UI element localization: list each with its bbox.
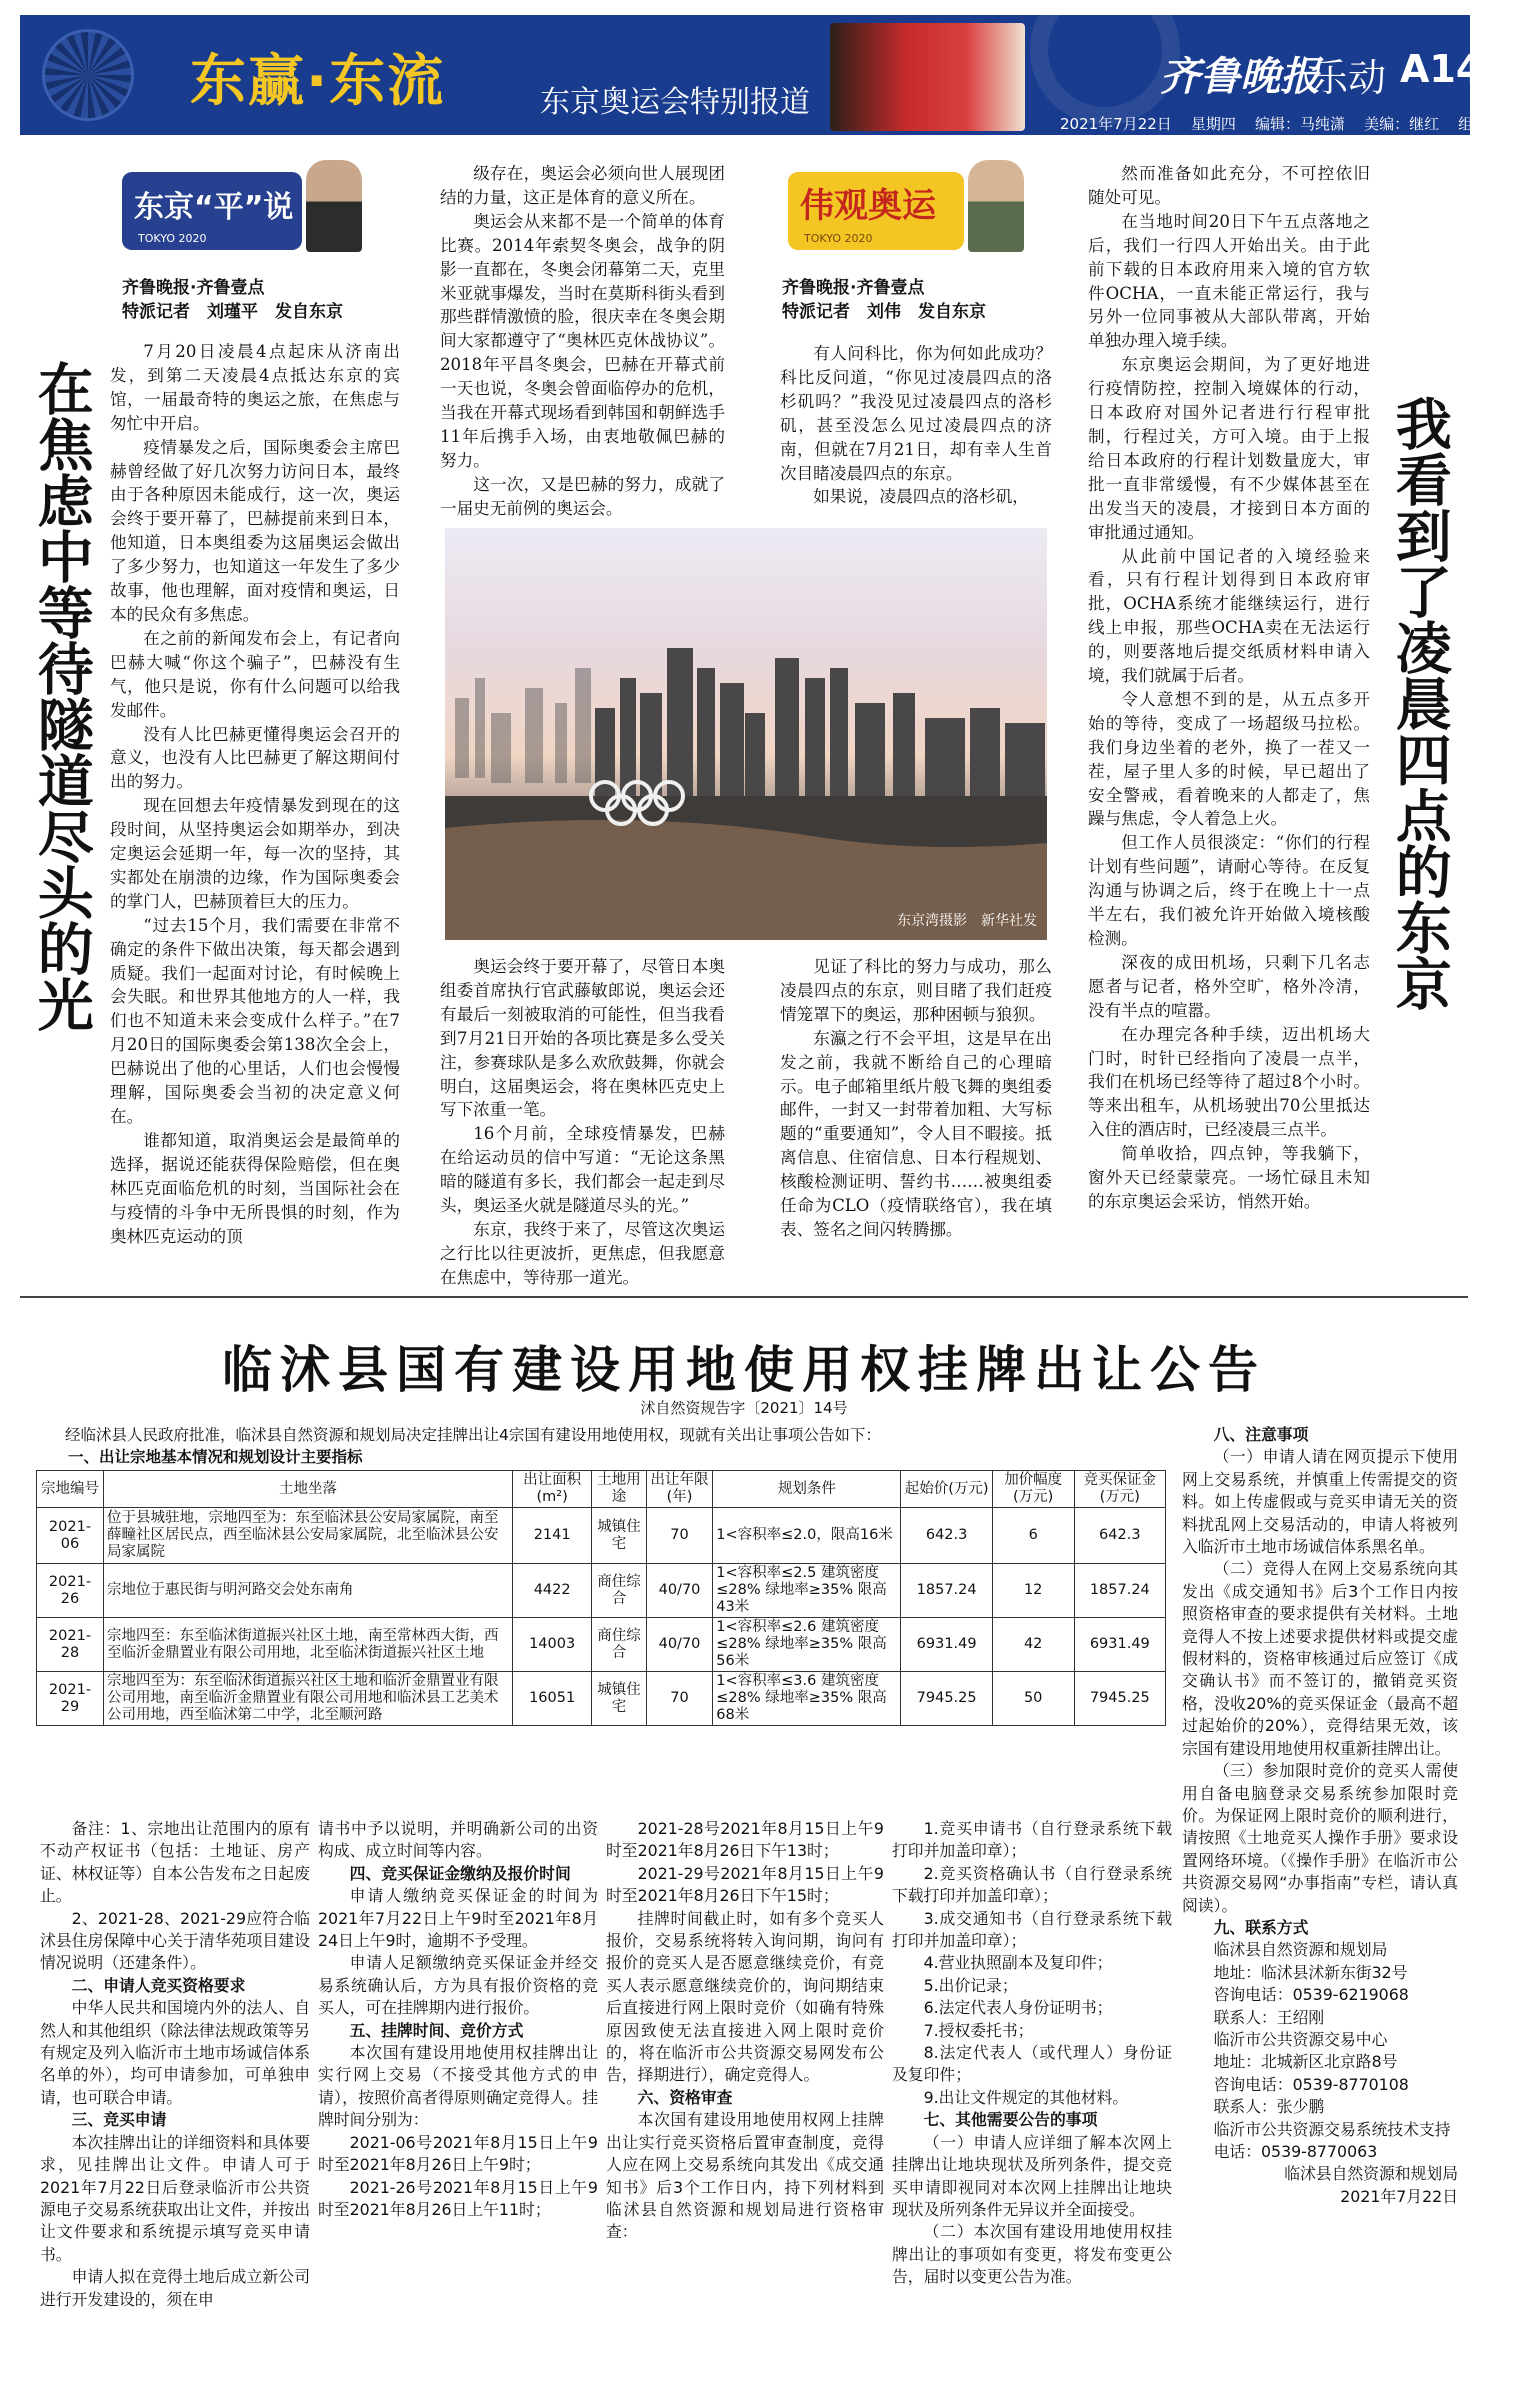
byline-reporter: 特派记者 刘瑾平 发自东京 [122,302,343,322]
table-cell: 642.3 [901,1508,992,1564]
section-heading: 四、竞买保证金缴纳及报价时间 [349,1863,571,1883]
paragraph: 申请人足额缴纳竞买保证金并经交易系统确认后，方为具有报价资格的竞买人，可在挂牌期内进行报价。 [318,1953,598,2018]
table-cell: 2141 [513,1508,592,1564]
table-cell: 50 [992,1672,1074,1726]
table-cell: 城镇住宅 [592,1508,647,1564]
paragraph: 备注：1、宗地出让范围内的原有不动产权证书（包括：土地证、房产证、林权证等）自本公告发布之日起废止。 [40,1819,310,1906]
table-header-cell: 竞买保证金(万元) [1074,1471,1165,1508]
paragraph: 疫情暴发之后，国际奥委会主席巴赫曾经做了好几次努力访问日本，最终由于各种原因未能成行，这一次，奥运会终于要开幕了，巴赫提前来到日本，他知道，日本奥组委为这届奥运会做出了多少努力，也知道这一年发生了多少故事，他也理解，面对疫情和奥运，日本的民众有多焦虑。 [110,437,400,624]
masthead-banner [20,15,1533,135]
paragraph: 级存在，奥运会必须向世人展现团结的力量，这正是体育的意义所在。 [440,164,725,207]
notice-col-1 [40,1818,310,2378]
table-cell: 2021-29 [37,1672,104,1726]
paragraph: 深夜的成田机场，只剩下几名志愿者与记者，格外空旷，格外冷清，没有半点的喧嚣。 [1088,952,1370,1020]
table-row [37,1672,1166,1726]
paragraph: 谁都知道，取消奥运会是最简单的选择，据说还能获得保险赔偿，但在奥林匹克面临危机的时刻，当国际社会在与疫情的斗争中无所畏惧的时刻，作为奥林匹克运动的顶 [110,1130,400,1246]
issue-weekday: 星期四 [1190,115,1236,133]
table-cell: 12 [992,1564,1074,1618]
section-heading: 三、竞买申请 [71,2110,167,2130]
proofreader: 组版：洛菁 [1458,115,1533,133]
paper-name: 齐鲁晚报 [1160,53,1320,100]
byline-reporter: 特派记者 刘伟 发自东京 [782,302,986,322]
issue-date: 2021年7月22日 [1060,115,1172,133]
page-number: A14 [1400,47,1483,91]
table-cell: 42 [992,1618,1074,1672]
page-section: 乐动 [1310,56,1387,100]
headline-left: 在焦虑中等待隧道尽头的光 [28,360,95,1032]
table-cell: 6 [992,1508,1074,1564]
table-cell: 7945.25 [1074,1672,1165,1726]
table-cell: 1857.24 [901,1564,992,1618]
land-table [36,1470,1166,1726]
table-cell: 6931.49 [1074,1618,1165,1672]
table-cell: 宗地四至：东至临沭街道振兴社区土地，南至常林西大街，西至临沂金鼎置业有限公司用地，北至临沭街道振兴社区土地 [104,1618,513,1672]
tokyo-emblem-icon [42,29,134,121]
notice-col-4 [892,1818,1172,2378]
column-badge-left [122,172,302,250]
table-cell: 1<容积率≤3.6 建筑密度≤28% 绿地率≥35% 限高68米 [713,1672,901,1726]
paragraph: 临沂市公共资源交易中心 [1213,2029,1388,2049]
paragraph: “过去15个月，我们需要在非常不确定的条件下做出决策，每天都会遇到质疑。我们一起面对讨论，有时候晚上会失眠。和世界其他地方的人一样，我们也不知道未来会变成什么样子。”在7月20日的国际奥委会第138次全会上，巴赫说出了他的心里话，人们也会慢慢理解，国际奥委会当初的决定意义何在。 [110,915,400,1126]
paragraph: 没有人比巴赫更懂得奥运会召开的意义，也没有人比巴赫更了解这期间付出的努力。 [110,724,400,792]
table-cell: 4422 [513,1564,592,1618]
table-header-cell: 宗地编号 [37,1471,104,1508]
table-cell: 16051 [513,1672,592,1726]
table-cell: 70 [646,1672,713,1726]
paragraph: 临沭县自然资源和规划局 [1284,2164,1458,2184]
paragraph: （一）申请人应详细了解本次网上挂牌出让地块现状及所列条件，提交竞买申请即视同对本次网上挂牌出让地块现状及所列条件无异议并全面接受。 [892,2132,1172,2219]
paragraph: 联系人：张少鹏 [1213,2097,1325,2117]
decor-ring-icon [1030,0,1180,125]
designer: 美编：继红 [1364,115,1440,133]
right-col-4 [1088,162,1370,1272]
paragraph: 2021-28号2021年8月15日上午9时至2021年8月26日下午13时； [606,1819,884,1861]
table-cell: 642.3 [1074,1508,1165,1564]
section-heading: 八、注意事项 [1213,1425,1309,1444]
badge-title: 伟观奥运 [800,186,936,226]
paragraph: 在之前的新闻发布会上，有记者向巴赫大喊“你这个骗子”，巴赫没有生气，他只是说，你有什么问题可以给我发邮件。 [110,628,400,720]
notice-intro: 经临沭县人民政府批准，临沭县自然资源和规划局决定挂牌出让4宗国有建设用地使用权，现就有关出让事项公告如下： [65,1426,881,1444]
paragraph: 东京，我终于来了，尽管这次奥运之行比以往更波折，更焦虑，但我愿意在焦虑中，等待那一道光。 [440,1219,725,1287]
notice-col-5 [1182,1424,1458,2384]
notice-doc-number: 沭自然资规告字〔2021〕14号 [640,1399,848,1417]
table-row [37,1508,1166,1564]
paragraph: 有人问科比，你为何如此成功？科比反问道，“你见过凌晨四点的洛杉矶吗？”我没见过凌晨四点的洛杉矶，甚至没怎么见过凌晨四点的济南，但就在7月21日，却有幸人生首次目睹凌晨四点的东京。 [780,344,1052,483]
editor: 编辑：马纯潇 [1254,115,1345,133]
paragraph: 在办理完各种手续，迈出机场大门时，时针已经指向了凌晨一点半，我们在机场已经等待了超过8个小时。等来出租车，从机场驶出70公里抵达入住的酒店时，已经凌晨三点半。 [1088,1024,1370,1140]
paragraph: 7月20日凌晨4点起床从济南出发，到第二天凌晨4点抵达东京的宾馆，一届最奇特的奥运之旅，在焦虑与匆忙中开启。 [110,342,400,433]
table-header-cell: 起始价(万元) [901,1471,992,1508]
paragraph: 从此前中国记者的入境经验来看，只有行程计划得到日本政府审批，OCHA系统才能继续运行，进行线上申报，那些OCHA卖在无法运行的，则要落地后提交纸质材料申请入境，我们就属于后者。 [1088,546,1370,686]
paragraph: 2021-06号2021年8月15日上午9时至2021年8月26日上午9时； [318,2132,598,2175]
table-cell: 40/70 [646,1618,713,1672]
paragraph: 见证了科比的努力与成功，那么凌晨四点的东京，则目睹了我们赶疫情笼罩下的奥运，那种困顿与狼狈。 [780,957,1052,1024]
table-header-cell: 出让年限(年) [646,1471,713,1508]
table-cell: 商住综合 [592,1564,647,1618]
paragraph: 2021年7月22日 [1340,2186,1458,2206]
paragraph: 联系人：王绍刚 [1213,2007,1325,2027]
paragraph: 2.竞买资格确认书（自行登录系统下载打印并加盖印章）； [892,1863,1172,1906]
table-header-cell: 加价幅度(万元) [992,1471,1074,1508]
badge-sub: TOKYO 2020 [804,232,873,245]
paragraph: 临沂市公共资源交易系统技术支持 [1213,2119,1451,2139]
table-cell: 2021-28 [37,1618,104,1672]
paragraph: 现在回想去年疫情暴发到现在的这段时间，从坚持奥运会如期举办，到决定奥运会延期一年，每一次的坚持，其实都处在崩溃的边缘，作为国际奥委会的掌门人，巴赫顶着巨大的压力。 [110,796,400,911]
table-cell: 1<容积率≤2.0，限高16米 [713,1508,901,1564]
paragraph: （三）参加限时竞价的竞买人需使用自备电脑登录交易系统参加限时竞价。为保证网上限时竞价的顺利进行，请按照《土地竞买人操作手册》要求设置网络环境。（《操作手册》在临沂市公共资源交易网“办事指南”专栏，请认真阅读）。 [1182,1761,1458,1915]
table-cell: 7945.25 [901,1672,992,1726]
table-cell: 40/70 [646,1564,713,1618]
table-cell: 2021-26 [37,1564,104,1618]
notice-col-3 [606,1818,884,2378]
paragraph: 申请人拟在竞得土地后成立新公司进行开发建设的，须在申 [40,2267,310,2309]
paragraph: 5.出价记录； [923,1975,1018,1995]
paragraph: 临沭县自然资源和规划局 [1213,1940,1388,1960]
notice-title: 临沭县国有建设用地使用权挂牌出让公告 [222,1341,1266,1399]
table-cell: 2021-06 [37,1508,104,1564]
section-heading: 六、资格审查 [637,2087,733,2107]
table-cell: 1857.24 [1074,1564,1165,1618]
paragraph: 在当地时间20日下午五点落地之后，我们一行四人开始出关。由于此前下载的日本政府用来入境的官方软件OCHA，一直未能正常运行，我与另外一位同事被从大部队带离，开始单独办理入境手续。 [1088,211,1370,351]
paragraph: 咨询电话：0539-8770108 [1213,2074,1409,2094]
paragraph: 这一次，又是巴赫的努力，成就了一届史无前例的奥运会。 [440,474,725,518]
paragraph: 3.成交通知书（自行登录系统下载打印并加盖印章）； [892,1908,1172,1951]
paragraph: 8.法定代表人（或代理人）身份证及复印件； [892,2043,1172,2085]
section-heading: 五、挂牌时间、竞价方式 [349,2020,524,2040]
section-title: 东赢·东流 [190,49,446,114]
notice-col-2 [318,1818,598,2378]
section-heading: 九、联系方式 [1213,1917,1309,1937]
badge-sub: TOKYO 2020 [138,232,207,245]
left-col-2b [440,955,725,1287]
paragraph: 本次国有建设用地使用权挂牌出让实行网上交易（不接受其他方式的申请），按照价高者得原则确定竞得人。挂牌时间分别为： [318,2043,598,2130]
table-cell: 位于县城驻地，宗地四至为：东至临沭县公安局家属院，南至薛疃社区居民点，西至临沭县公安局家属院，北至临沭县公安局家属院 [104,1508,513,1564]
table-cell: 70 [646,1508,713,1564]
skyline-drawing [445,528,1047,940]
paragraph: 本次挂牌出让的详细资料和具体要求，见挂牌出让文件。申请人可于2021年7月22日后登录临沂市公共资源电子交易系统获取出让文件，并按出让文件要求和系统提示填写竞买申请书。 [40,2132,310,2264]
paragraph: 简单收拾，四点钟，等我躺下，窗外天已经蒙蒙亮。一场忙碌且未知的东京奥运会采访，悄然开始。 [1088,1144,1370,1211]
right-col-3b [780,955,1052,1275]
paragraph: 请书中予以说明，并明确新公司的出资构成、成立时间等内容。 [318,1819,598,1861]
section-heading: 二、申请人竞买资格要求 [71,1975,246,1995]
right-col-3a [780,342,1052,512]
badge-title: 东京“平”说 [134,190,294,225]
table-body [37,1508,1166,1726]
tokyo-bay-photo [445,528,1047,940]
paragraph: 但工作人员很淡定：“你们的行程计划有些问题”，请耐心等待。在反复沟通与协调之后，终于在晚上十一点半左右，我们被允许开始做入境核酸检测。 [1088,833,1370,948]
byline-right [782,276,986,324]
paragraph: 9.出让文件规定的其他材料。 [923,2087,1129,2107]
table-cell: 城镇住宅 [592,1672,647,1726]
table-cell: 商住综合 [592,1618,647,1672]
table-header-cell: 规划条件 [713,1471,901,1508]
paragraph: 2、2021-28、2021-29应符合临沭县住房保障中心关于清华苑项目建设情况说明（还建条件）。 [40,1908,310,1973]
athlete-photo [830,23,1025,131]
table-cell: 14003 [513,1618,592,1672]
columnist-portrait [306,160,362,252]
issue-info [1060,113,1533,134]
paragraph: 申请人缴纳竞买保证金的时间为2021年7月22日上午9时至2021年8月24日上午9时，逾期不予受理。 [318,1886,598,1951]
divider-line [20,1296,1468,1298]
table-cell: 宗地位于惠民街与明河路交会处东南角 [104,1564,513,1618]
columnist-portrait [968,160,1024,252]
table-cell: 1<容积率≤2.5 建筑密度≤28% 绿地率≥35% 限高43米 [713,1564,901,1618]
table-cell: 宗地四至为：东至临沭街道振兴社区土地和临沂金鼎置业有限公司用地，南至临沂金鼎置业有限公司用地和临沭县工艺美术公司用地，西至临沭第二中学，北至顺河路 [104,1672,513,1726]
table-header-row [37,1471,1166,1508]
paragraph: 如果说，凌晨四点的洛杉矶， [813,487,1029,507]
paragraph: 奥运会从来都不是一个简单的体育比赛。2014年索契冬奥会，战争的阴影一直都在，冬奥会闭幕第二天，克里米亚就事爆发，当时在莫斯科街头看到那些群情激愤的脸，很庆幸在冬奥会期间大家都遵守了“奥林匹克休战协议”。2018年平昌冬奥会，巴赫在开幕式前一天也说，冬奥会曾面临停办的危机，当我在开幕式现场看到韩国和朝鲜选手11年后携手入场，由衷地敬佩巴赫的努力。 [440,211,725,470]
photo-caption: 东京湾摄影 新华社发 [897,913,1037,929]
table-cell: 1<容积率≤2.6 建筑密度≤28% 绿地率≥35% 限高56米 [713,1618,901,1672]
paragraph: 奥运会终于要开幕了，尽管日本奥组委首席执行官武藤敏郎说，奥运会还有最后一刻被取消的可能性，但当我看到7月21日开始的各项比赛是多么受关注，参赛球队是多么欢欣鼓舞，你就会明白，这届奥运会，将在奥林匹克史上写下浓重一笔。 [440,957,725,1120]
byline-outlet: 齐鲁晚报·齐鲁壹点 [122,278,265,298]
table-cell: 6931.49 [901,1618,992,1672]
left-col-1 [110,340,400,1270]
paragraph: 2021-29号2021年8月15日上午9时至2021年8月26日下午15时； [606,1863,884,1906]
table-header-cell: 出让面积(m²) [513,1471,592,1508]
paragraph: 东京奥运会期间，为了更好地进行疫情防控，控制入境媒体的行动，日本政府对国外记者进行行程审批制，行程过关，方可入境。由于上报给日本政府的行程计划数量庞大，审批一直非常缓慢，有不少媒体甚至在出发当天的凌晨，才接到日本方面的审批通过通知。 [1088,355,1370,542]
paragraph: 4.营业执照副本及复印件； [923,1953,1113,1973]
section-heading: 七、其他需要公告的事项 [923,2110,1098,2130]
paragraph: 咨询电话：0539-6219068 [1213,1985,1409,2005]
table-header-cell: 土地坐落 [104,1471,513,1508]
paragraph: 令人意想不到的是，从五点多开始的等待，变成了一场超级马拉松。我们身边坐着的老外，换了一茬又一茬，屋子里人多的时候，早已超出了安全警戒，看着晚来的人都走了，焦躁与焦虑，令人着急上火。 [1088,689,1370,829]
paragraph: 然而准备如此充分，不可控依旧随处可见。 [1088,164,1370,207]
paragraph: 东瀛之行不会平坦，这是早在出发之前，我就不断给自己的心理暗示。电子邮箱里纸片般飞舞的奥组委邮件，一封又一封带着加粗、大写标题的“重要通知”，令人目不暇接。抵离信息、住宿信息、日本行程规划、核酸检测证明、誓约书……被奥组委任命为CLO（疫情联络官），我在填表、签名之间闪转腾挪。 [780,1028,1052,1239]
paragraph: 7.授权委托书； [923,2020,1034,2040]
paragraph: （一）申请人请在网页提示下使用网上交易系统，并慎重上传需提交的资料。如上传虚假或与竞买申请无关的资料扰乱网上交易活动的，申请人将被列入临沂市土地市场诚信体系黑名单。 [1182,1447,1458,1557]
table-row [37,1564,1166,1618]
column-badge-right [788,172,964,250]
paragraph: 2021-26号2021年8月15日上午9时至2021年8月26日上午11时； [318,2177,598,2219]
paragraph: 中华人民共和国境内外的法人、自然人和其他组织（除法律法规政策等另有规定及列入临沂市土地市场诚信体系名单的外），均可申请参加，可单独申请，也可联合申请。 [40,1998,310,2107]
table-header-cell: 土地用途 [592,1471,647,1508]
left-col-2a [440,162,725,518]
paragraph: 电话：0539-8770063 [1213,2142,1378,2161]
section-subtitle: 东京奥运会特别报道 [540,85,810,120]
notice-section-1: 一、出让宗地基本情况和规划设计主要指标 [68,1448,363,1466]
paragraph: 挂牌时间截止时，如有多个竞买人报价，交易系统将转入询问期，询问有报价的竞买人是否愿意继续竞价，有竞买人表示愿意继续竞价的，询问期结束后直接进行网上限时竞价（如确有特殊原因致使无法直接进入网上限时竞价的，将在临沂市公共资源交易网发布公告，择期进行），确定竞得人。 [606,1908,884,2085]
paragraph: 1.竞买申请书（自行登录系统下载打印并加盖印章）； [892,1819,1172,1861]
paragraph: 地址：北城新区北京路8号 [1213,2052,1398,2072]
paragraph: （二）竞得人在网上交易系统向其发出《成交通知书》后3个工作日内按照资格审查的要求提供有关材料。土地竞得人不按上述要求提供材料或提交虚假材料的，资格审核通过后应签订《成交确认书》而不签订的，撤销竞买资格，没收20%的竞买保证金（最高不超过起始价的20%），竞得结果无效，该宗国有建设用地使用权重新挂牌出让。 [1182,1559,1458,1758]
paragraph: 6.法定代表人身份证明书； [923,1998,1113,2018]
paragraph: 16个月前，全球疫情暴发，巴赫在给运动员的信中写道：“无论这条黑暗的隧道有多长，我们都会一起走到尽头，奥运圣火就是隧道尽头的光。” [440,1124,725,1216]
paragraph: 地址：临沭县沭新东街32号 [1213,1962,1408,1982]
byline-outlet: 齐鲁晚报·齐鲁壹点 [782,278,925,298]
paragraph: （二）本次国有建设用地使用权挂牌出让的事项如有变更，将发布变更公告，届时以变更公告为准。 [892,2222,1172,2287]
byline-left [122,276,343,324]
table-row [37,1618,1166,1672]
paragraph: 本次国有建设用地使用权网上挂牌出让实行竞买资格后置审查制度，竞得人应在网上交易系统向其发出《成交通知书》后3个工作日内，持下列材料到临沭县自然资源和规划局进行资格审查： [606,2110,884,2242]
headline-right: 我看到了凌晨四点的东京 [1386,395,1453,1011]
